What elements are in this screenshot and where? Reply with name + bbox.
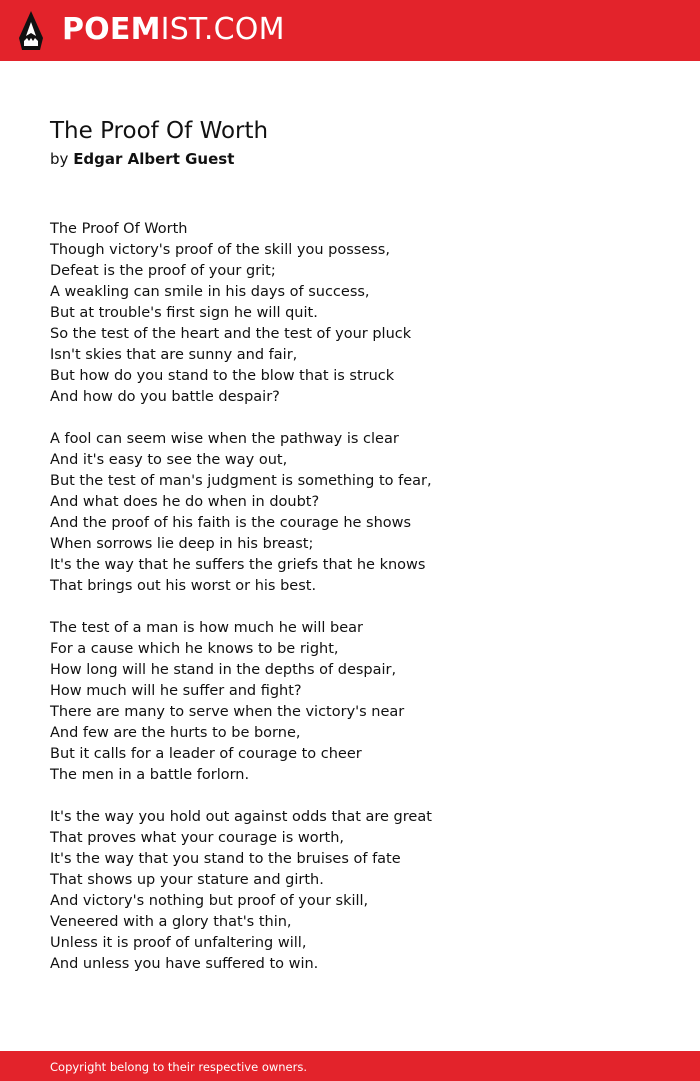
poem-line: There are many to serve when the victory's near [50,704,405,720]
logo-text-bold: POEM [62,12,161,47]
poem-line: And the proof of his faith is the courage he shows [50,515,412,531]
by-label: by [50,150,69,168]
poem-line: It's the way that you stand to the bruises of fate [50,851,401,867]
poem-line: That proves what your courage is worth, [50,830,345,846]
poem-line: It's the way that he suffers the griefs that he knows [50,557,426,573]
poem-line: When sorrows lie deep in his breast; [50,536,314,552]
stanza [50,807,650,975]
poem-line: But it calls for a leader of courage to cheer [50,746,362,762]
poem-line: So the test of the heart and the test of your pluck [50,326,412,342]
poem-body [50,219,650,996]
site-header [0,0,700,61]
poem-line: But at trouble's first sign he will quit. [50,305,318,321]
poem-line: The Proof Of Worth [50,221,188,237]
poem-line: And how do you battle despair? [50,389,280,405]
poem-line: How much will he suffer and fight? [50,683,302,699]
poem-byline [50,148,234,170]
stanza [50,219,650,408]
poem-line: It's the way you hold out against odds that are great [50,809,432,825]
poem-line: Veneered with a glory that's thin, [50,914,292,930]
poem-line: That shows up your stature and girth. [50,872,324,888]
poem-line: That brings out his worst or his best. [50,578,317,594]
poem-line: But the test of man's judgment is something to fear, [50,473,432,489]
poem-line: For a cause which he knows to be right, [50,641,339,657]
poem-line: The men in a battle forlorn. [50,767,250,783]
site-footer [0,1051,700,1081]
poem-line: Isn't skies that are sunny and fair, [50,347,298,363]
poem-line: But how do you stand to the blow that is struck [50,368,395,384]
poem-line: Defeat is the proof of your grit; [50,263,276,279]
stanza [50,429,650,597]
logo-text-light: IST.COM [160,12,285,47]
stanza [50,618,650,786]
poem-line: And unless you have suffered to win. [50,956,319,972]
poem-line: And victory's nothing but proof of your skill, [50,893,369,909]
poem-line: And few are the hurts to be borne, [50,725,301,741]
author-name: Edgar Albert Guest [73,150,235,168]
poem-line: And it's easy to see the way out, [50,452,288,468]
poem-line: Unless it is proof of unfaltering will, [50,935,307,951]
poem-line: And what does he do when in doubt? [50,494,320,510]
poem-title: The Proof Of Worth [50,118,269,144]
copyright-notice: Copyright belong to their respective owners. [50,1060,308,1074]
pencil-icon[interactable] [18,10,44,51]
poem-line: How long will he stand in the depths of despair, [50,662,397,678]
poem-line: The test of a man is how much he will bear [50,620,363,636]
poem-line: A fool can seem wise when the pathway is clear [50,431,399,447]
site-logo[interactable] [62,12,285,48]
poem-line: Though victory's proof of the skill you possess, [50,242,390,258]
poem-line: A weakling can smile in his days of success, [50,284,370,300]
